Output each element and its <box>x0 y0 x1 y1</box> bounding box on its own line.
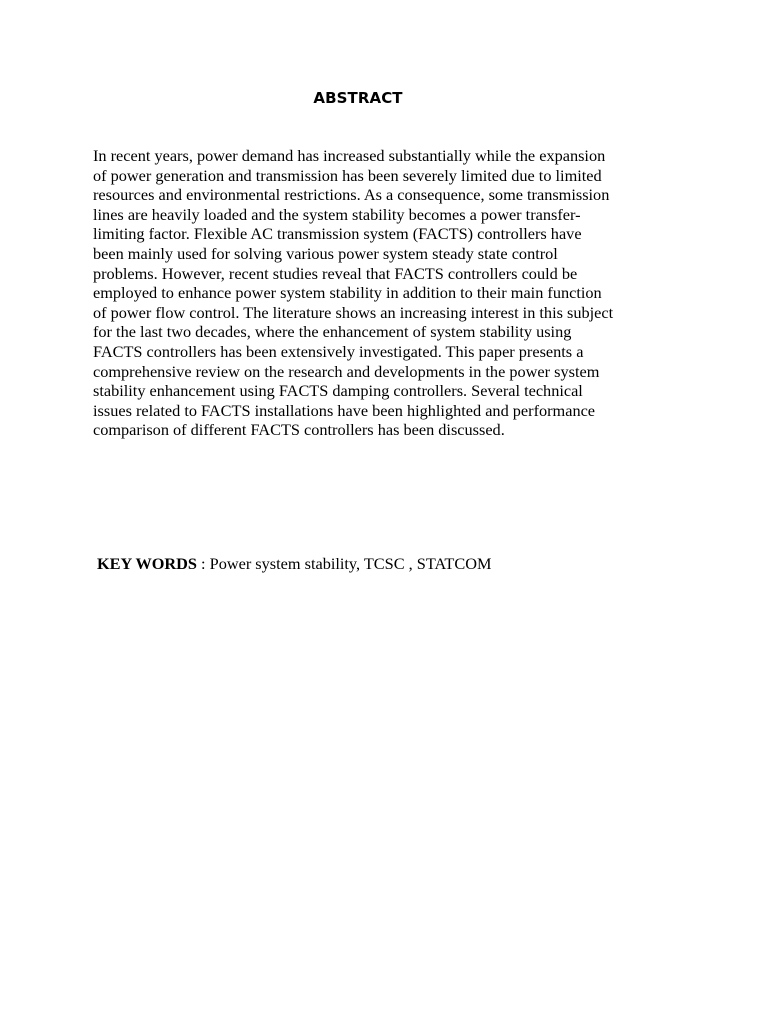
abstract-line: limiting factor. Flexible AC transmission system (FACTS) controllers have <box>93 224 582 244</box>
abstract-line: issues related to FACTS installations have been highlighted and performance <box>93 400 596 420</box>
abstract-line: In recent years, power demand has increased substantially while the expansion <box>93 146 606 165</box>
abstract-line: comprehensive review on the research and developments in the power system <box>93 361 600 381</box>
abstract-heading: ABSTRACT <box>313 89 403 107</box>
abstract-line: for the last two decades, where the enhancement of system stability using <box>93 322 572 342</box>
abstract-line: resources and environmental restrictions. As a consequence, some transmission <box>93 185 610 205</box>
abstract-line: stability enhancement using FACTS damping controllers. Several technical <box>93 381 583 401</box>
keywords-line <box>97 554 491 574</box>
abstract-line: lines are heavily loaded and the system stability becomes a power transfer- <box>93 204 581 224</box>
abstract-paragraph <box>93 146 683 440</box>
keywords-text: Power system stability, TCSC , STATCOM <box>209 554 492 573</box>
keywords-label: KEY WORDS <box>97 554 197 573</box>
abstract-line: comparison of different FACTS controllers has been discussed. <box>93 420 505 440</box>
abstract-line: problems. However, recent studies reveal that FACTS controllers could be <box>93 263 578 283</box>
abstract-line: employed to enhance power system stability in addition to their main function <box>93 283 602 303</box>
keywords-separator: : <box>196 554 210 573</box>
abstract-line: been mainly used for solving various power system steady state control <box>93 243 558 263</box>
abstract-line: of power generation and transmission has been severely limited due to limited <box>93 165 602 185</box>
abstract-line: of power flow control. The literature shows an increasing interest in this subject <box>93 302 614 322</box>
abstract-line: FACTS controllers has been extensively investigated. This paper presents a <box>93 341 584 361</box>
